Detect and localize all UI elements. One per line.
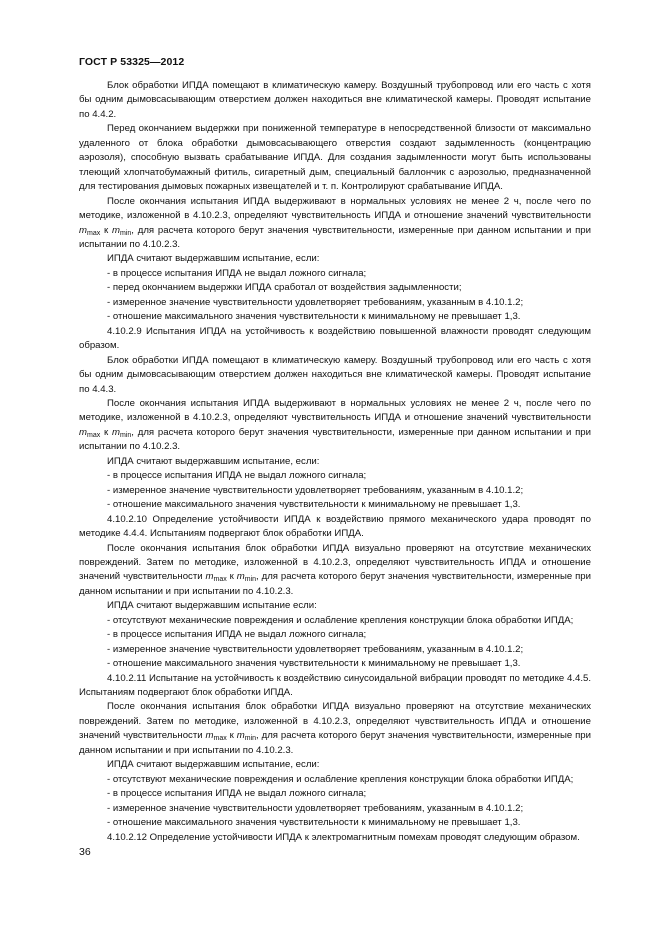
paragraph: 4.10.2.10 Определение устойчивости ИПДА к воздействию прямого механического удара проводят по методике 4.4.4. Испытаниям подвергают блок обработки ИПДА.: [79, 513, 591, 540]
formula-symbol: m: [205, 571, 214, 583]
paragraph-text: для расчета которого берут значения чувствительности, измеренные при данном испытании и при испытании по 4.10.2.3.: [79, 571, 591, 597]
paragraph-text: для расчета которого берут значения чувствительности, измеренные при данном испытании и при испытании по 4.10.2.3.: [79, 730, 591, 756]
formula-subscript: min: [244, 576, 257, 584]
list-item: - перед окончанием выдержки ИПДА сработал от воздействия задымленности;: [107, 282, 462, 294]
formula-subscript: max: [87, 229, 101, 237]
formula-symbol: m: [79, 426, 87, 438]
formula-subscript: min: [244, 735, 257, 743]
formula-subscript: max: [213, 735, 227, 743]
paragraph: Перед окончанием выдержки при пониженной температуре в непосредственной близости от максимально удаленного от блока обработки дымовсасывающего отверстия создают задымленность (концентрацию аэрозоля), способную вызвать срабатывание ИПДА. Для создания задымленности могут быть использованы тлеющий хлопчатобумажный фитиль, сигаретный дым, специальный баллончик с аэрозолью, предназначенной для тестирования дымовых пожарных извещателей и т. п. Контролируют срабатывание ИПДА.: [79, 123, 591, 193]
list-item: - в процессе испытания ИПДА не выдал ложного сигнала;: [107, 267, 367, 279]
formula-symbol: m: [205, 730, 214, 742]
formula-subscript: min: [120, 431, 132, 439]
paragraph: ИПДА считают выдержавшим испытание, если:: [107, 253, 320, 265]
formula-symbol: m: [236, 730, 245, 742]
paragraph-text: После окончания испытания блок обработки ИПДА визуально проверяют на отсутствие механических повреждений. Затем по методике, изложенной в 4.10.2.3, определяют чувствительность ИПДА и отношение значений чувствительности: [79, 542, 591, 583]
list-item: - отношение максимального значения чувствительности к минимальному не превышает 1,3.: [107, 658, 521, 670]
formula-symbol: m: [79, 224, 87, 236]
paragraph: 4.10.2.11 Испытание на устойчивость к воздействию синусоидальной вибрации проводят по методике 4.4.5. Испытаниям подвергают блок обработки ИПДА.: [79, 672, 591, 699]
formula-word: к: [229, 571, 234, 583]
standard-header: ГОСТ Р 53325—2012: [79, 56, 185, 68]
paragraph: После окончания испытания блок обработки ИПДА визуально проверяют на отсутствие механических повреждений. Затем по методике, изложенной в 4.10.2.3, определяют чувствительность ИПДА и отношение значений чувствительности $m_{max}$ к $m_{min}$, для расчета которого берут значения чувствительности, измеренные при данном испытании и при испытании по 4.10.2.3.: [79, 701, 591, 756]
list-item: - измеренное значение чувствительности удовлетворяет требованиям, указанным в 4.10.1.2;: [107, 643, 524, 655]
list-item: - измеренное значение чувствительности удовлетворяет требованиям, указанным в 4.10.1.2;: [107, 802, 524, 814]
paragraph-text: После окончания испытания блок обработки ИПДА визуально проверяют на отсутствие механических повреждений. Затем по методике, изложенной в 4.10.2.3, определяют чувствительность ИПДА и отношение значений чувствительности: [79, 701, 591, 742]
formula-subscript: min: [120, 229, 132, 237]
formula-word: к: [229, 730, 234, 742]
body-text: [79, 79, 591, 845]
paragraph: После окончания испытания ИПДА выдерживают в нормальных условиях не менее 2 ч, после чего по методике, изложенной в 4.10.2.3, определяют чувствительность ИПДА и отношение значений чувствительности $m_{max}$ к $m_{min}$, для расчета которого берут значения чувствительности, измеренные при данном испытании и при испытании по 4.10.2.3.: [79, 195, 591, 250]
formula-symbol: m: [236, 571, 245, 583]
paragraph-text: для расчета которого берут значения чувствительности, измеренные при данном испытании и при испытании по 4.10.2.3.: [79, 426, 591, 453]
paragraph-text: для расчета которого берут значения чувствительности, измеренные при данном испытании и при испытании по 4.10.2.3.: [79, 224, 591, 250]
list-item: - в процессе испытания ИПДА не выдал ложного сигнала;: [107, 470, 367, 482]
list-item: - измеренное значение чувствительности удовлетворяет требованиям, указанным в 4.10.1.2;: [107, 296, 524, 308]
formula-symbol: m: [112, 426, 120, 438]
paragraph: ИПДА считают выдержавшим испытание если:: [107, 600, 317, 612]
paragraph: 4.10.2.9 Испытания ИПДА на устойчивость к воздействию повышенной влажности проводят следующим образом.: [79, 325, 591, 352]
paragraph: Блок обработки ИПДА помещают в климатическую камеру. Воздушный трубопровод или его часть с хотя бы одним дымовсасывающим отверстием должен находиться вне климатической камеры. Проводят испытание по 4.4.3.: [79, 354, 591, 395]
paragraph: 4.10.2.12 Определение устойчивости ИПДА к электромагнитным помехам проводят следующим образом.: [107, 831, 580, 843]
paragraph: После окончания испытания блок обработки ИПДА визуально проверяют на отсутствие механических повреждений. Затем по методике, изложенной в 4.10.2.3, определяют чувствительность ИПДА и отношение значений чувствительности $m_{max}$ к $m_{min}$, для расчета которого берут значения чувствительности, измеренные при данном испытании и при испытании по 4.10.2.3.: [79, 542, 591, 597]
list-item: - отношение максимального значения чувствительности к минимальному не превышает 1,3.: [107, 499, 521, 511]
paragraph: Блок обработки ИПДА помещают в климатическую камеру. Воздушный трубопровод или его часть с хотя бы одним дымовсасывающим отверстием должен находиться вне климатической камеры. Проводят испытание по 4.4.2.: [79, 80, 591, 120]
paragraph: ИПДА считают выдержавшим испытание, если:: [107, 759, 320, 771]
paragraph-text: После окончания испытания ИПДА выдерживают в нормальных условиях не менее 2 ч, после чего по методике, изложенной в 4.10.2.3, определяют чувствительность ИПДА и отношение значений чувствительности: [79, 195, 591, 222]
formula-symbol: m: [112, 224, 120, 236]
list-item: - отношение максимального значения чувствительности к минимальному не превышает 1,3.: [107, 817, 521, 829]
list-item: - отношение максимального значения чувствительности к минимальному не превышает 1,3.: [107, 311, 521, 323]
list-item: - отсутствуют механические повреждения и ослабление крепления конструкции блока обработки ИПДА;: [107, 773, 574, 785]
page-number: 36: [79, 846, 91, 858]
list-item: - измеренное значение чувствительности удовлетворяет требованиям, указанным в 4.10.1.2;: [107, 484, 524, 496]
list-item: - отсутствуют механические повреждения и ослабление крепления конструкции блока обработки ИПДА;: [107, 614, 574, 626]
formula-word: к: [104, 224, 109, 236]
formula-subscript: max: [87, 431, 101, 439]
paragraph: После окончания испытания ИПДА выдерживают в нормальных условиях не менее 2 ч, после чего по методике, изложенной в 4.10.2.3, определяют чувствительность ИПДА и отношение значений чувствительности $m_{max}$ к $m_{min}$, для расчета которого берут значения чувствительности, измеренные при данном испытании и при испытании по 4.10.2.3.: [79, 397, 591, 453]
formula-word: к: [104, 426, 109, 438]
list-item: - в процессе испытания ИПДА не выдал ложного сигнала;: [107, 788, 367, 800]
paragraph: ИПДА считают выдержавшим испытание, если:: [107, 455, 320, 467]
list-item: - в процессе испытания ИПДА не выдал ложного сигнала;: [107, 629, 367, 641]
paragraph-text: После окончания испытания ИПДА выдерживают в нормальных условиях не менее 2 ч, после чего по методике, изложенной в 4.10.2.3, определяют чувствительность ИПДА и отношение значений чувствительности: [79, 397, 591, 424]
formula-subscript: max: [213, 576, 227, 584]
